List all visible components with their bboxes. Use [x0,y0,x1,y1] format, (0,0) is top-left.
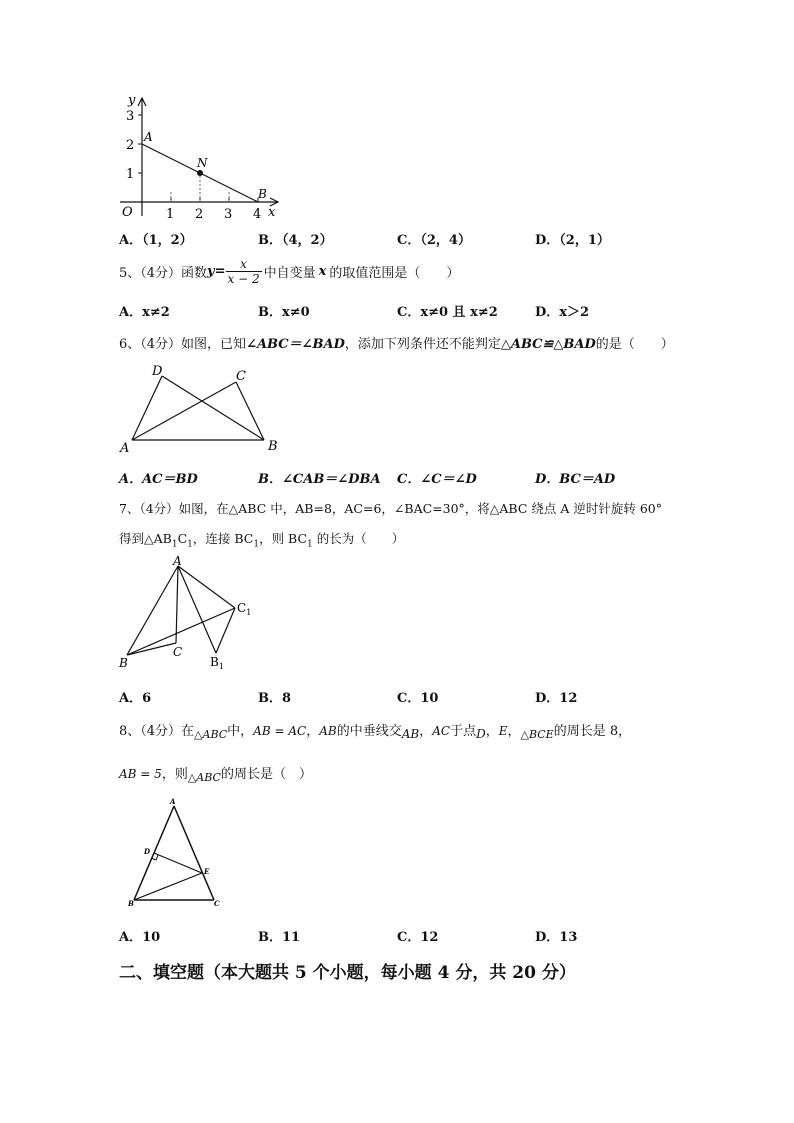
point-n [197,170,203,176]
q6-text-b: ，添加下列条件还不能判定 [344,337,501,352]
q8-l2a: AB = 5 [119,767,162,781]
x-axis-label: x [268,205,276,220]
q7-l2e: 的长为（ ） [312,531,405,546]
q7-l2-sub1: 1 [171,539,178,550]
q5-option-d[interactable]: D．x＞2 [535,305,590,320]
q8-figure [118,796,228,912]
q6-question [119,333,674,352]
q7-l2-sub4: 1 [307,539,313,550]
q7-l2b: C [177,531,188,546]
q4-option-b[interactable]: B．（4，2） [258,233,333,248]
q7-question-line1: 7、（4分）如图，在△ABC 中，AB=8，AC=6，∠BAC=30°，将△ABC 绕点 A 逆时针旋转 60° [119,501,662,516]
q6-label-b: B [268,439,278,454]
q8-t10: AC [432,724,451,738]
q5-frac-num: x [226,257,262,272]
q8-label-b: B [128,899,134,908]
q7-label-c: C [173,645,183,659]
q8-t3: 中， [227,724,254,739]
q5-option-a[interactable]: A．x≠2 [119,305,170,320]
q7-option-a[interactable]: A．6 [119,691,152,706]
q5-question [119,257,459,286]
q4-option-a[interactable]: A．（1，2） [119,233,193,248]
point-b-label: B [258,187,267,201]
q7-l2d: ，则 BC [259,531,308,546]
point-n-label: N [197,156,208,170]
x-tick-3: 3 [224,207,233,222]
q6-label-a: A [120,441,130,456]
q6-text-c: 的是（ ） [595,337,674,352]
q8-t5: ， [306,724,320,739]
q6-label-c: C [236,369,246,384]
q5-fraction [226,257,262,286]
q8-option-a[interactable]: A．10 [119,930,161,945]
q8-label-e: E [204,867,210,876]
q8-question-line2 [119,763,312,782]
q8-option-d[interactable]: D．13 [535,930,578,945]
q8-t7: 的中垂线交 [336,724,402,739]
q7-label-b: B [119,656,128,670]
y-tick-2: 2 [126,138,135,153]
q6-condition: ∠ABC＝∠BAD [246,337,345,352]
q8-t9: ， [419,724,433,739]
q8-t6: AB [319,724,337,738]
q6-figure [118,360,288,455]
origin-label: O [122,205,133,220]
q7-figure [115,556,265,674]
q5-suffix2: 的取值范围是（ ） [329,266,460,281]
y-tick-3: 3 [126,109,135,124]
q8-l2d: 的周长是（ ） [220,767,312,782]
q7-option-b[interactable]: B．8 [258,691,292,706]
q8-l2b: ，则 [161,767,188,782]
y-tick-1: 1 [126,167,135,182]
q5-var: x [318,264,327,279]
x-tick-4: 4 [253,207,262,222]
q4-coordinate-graph [110,92,290,222]
q5-suffix: 中自变量 [263,266,316,281]
y-axis-label: y [128,93,136,108]
q7-question-line2 [119,529,404,550]
q5-option-b[interactable]: B．x≠0 [258,305,310,320]
q7-label-c1: $C_1$ [237,601,252,617]
q8-t17: 的周长是 8， [553,724,632,739]
point-a-label: A [144,130,153,144]
q8-label-c: C [214,899,220,908]
q7-l2c: ，连接 BC [192,531,254,546]
q7-l2-sub2: 1 [187,539,193,550]
q6-option-d[interactable]: D．BC＝AD [535,472,616,487]
q8-t11: 于点 [450,724,477,739]
q8-label-a: A [170,797,176,806]
q6-option-a[interactable]: A．AC＝BD [119,472,198,487]
q8-t12: D [476,727,486,741]
q4-option-d[interactable]: D．（2，1） [535,233,610,248]
q7-option-d[interactable]: D．12 [535,691,578,706]
q8-t13: ， [485,724,499,739]
x-tick-1: 1 [166,207,175,222]
q7-label-a: A [173,554,182,568]
q7-option-c[interactable]: C．10 [397,691,439,706]
q8-label-d: D [144,847,151,856]
q6-option-c[interactable]: C．∠C＝∠D [397,472,477,487]
q8-t4: AB = AC [253,724,307,738]
q8-option-b[interactable]: B．11 [258,930,301,945]
q8-t15: ， [507,724,521,739]
q5-prefix: 5、（4分）函数 [119,266,208,281]
q8-t8: AB [401,727,420,741]
q7-l2-sub3: 1 [253,539,260,550]
q6-option-b[interactable]: B．∠CAB＝∠DBA [258,472,381,487]
q8-t14: E [498,724,508,738]
q6-congruence: △ABC≌△BAD [500,337,596,352]
x-tick-2: 2 [195,207,204,222]
q8-option-c[interactable]: C．12 [397,930,439,945]
q6-label-d: D [152,364,163,379]
q8-t1: 8、（4分）在 [119,724,195,739]
q4-option-c[interactable]: C．（2，4） [397,233,471,248]
q5-frac-den: x − 2 [227,272,260,286]
q8-t2: △ABC [194,728,228,741]
q5-option-c[interactable]: C．x≠0 且 x≠2 [397,305,498,320]
q6-text-a: 6、（4分）如图，已知 [119,337,247,352]
q7-label-b1: $B_1$ [210,655,224,671]
q8-l2c: △ABC [187,771,221,784]
q8-t16: △BCE [520,728,554,741]
q8-question-line1 [119,720,631,739]
q7-l2a: 得到△AB [119,531,172,546]
q5-y-eq: y= [207,264,226,279]
section-2-title: 二、填空题（本大题共 5 个小题，每小题 4 分，共 20 分） [119,963,576,983]
